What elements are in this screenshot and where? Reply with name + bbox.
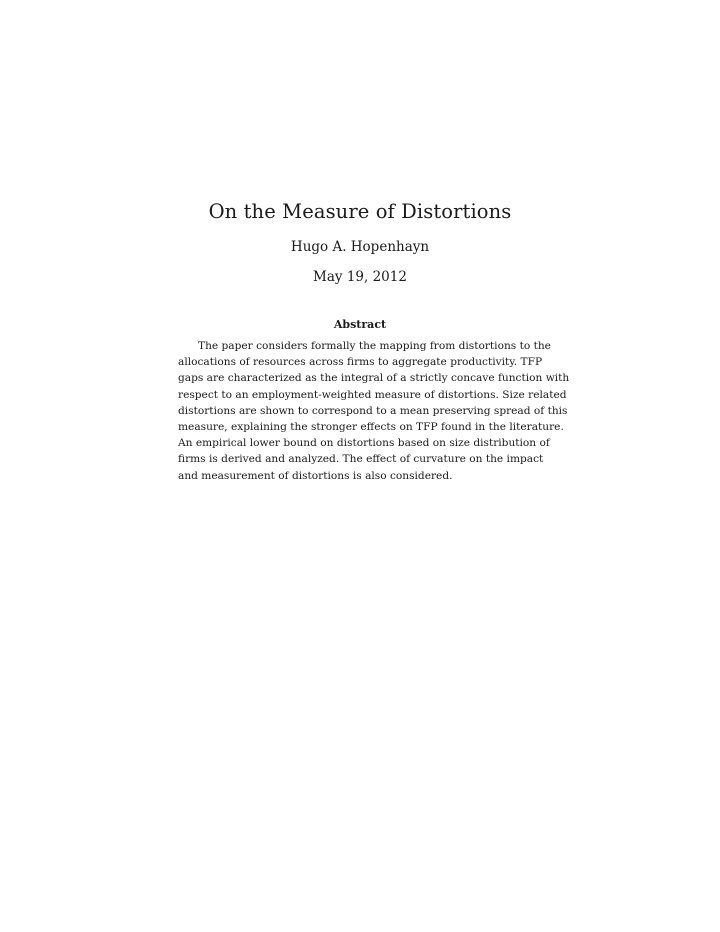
abstract-line: gaps are characterized as the integral of a strictly concave function with — [178, 372, 570, 385]
abstract-line: distortions are shown to correspond to a mean preserving spread of this — [178, 404, 568, 417]
abstract-line: The paper considers formally the mapping from distortions to the — [198, 340, 551, 352]
abstract-line: An empirical lower bound on distortions based on size distribution of — [178, 437, 550, 450]
author-name: Hugo A. Hopenhayn — [290, 239, 430, 255]
publication-date: May 19, 2012 — [313, 269, 407, 285]
abstract-line: allocations of resources across firms to aggregate productivity. TFP — [178, 356, 543, 369]
abstract-line: and measurement of distortions is also considered. — [178, 469, 453, 482]
abstract-line: firms is derived and analyzed. The effect of curvature on the impact — [178, 453, 544, 466]
abstract-body — [178, 338, 570, 484]
abstract-line: respect to an employment-weighted measure of distortions. Size related — [178, 388, 567, 401]
abstract-heading: Abstract — [333, 318, 387, 331]
paper-title: On the Measure of Distortions — [208, 200, 512, 223]
abstract-line: measure, explaining the stronger effects on TFP found in the literature. — [178, 420, 564, 433]
